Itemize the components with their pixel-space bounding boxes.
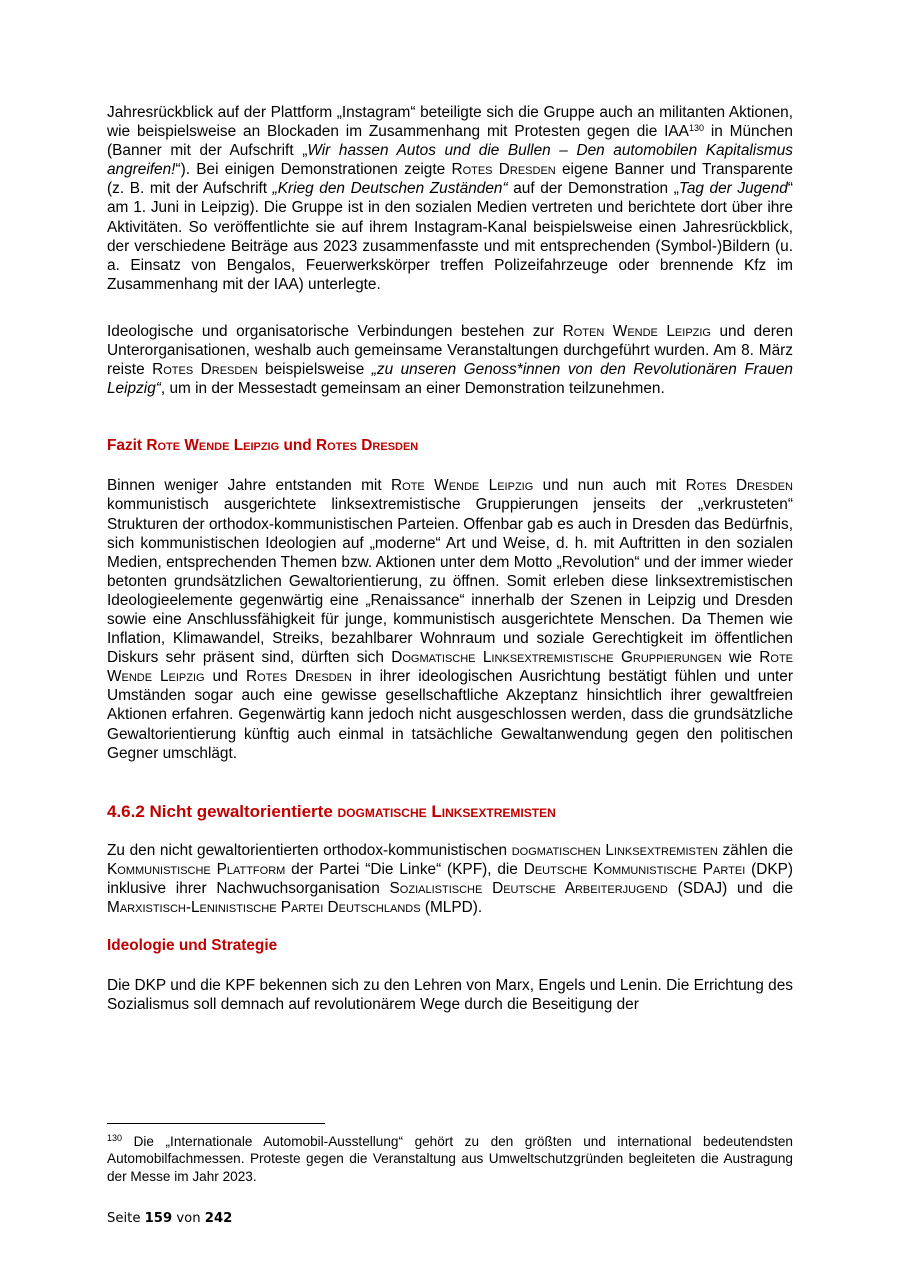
text: und	[279, 437, 316, 455]
text: kommunistisch ausgerichtete linksextremistische Gruppierungen jenseits der „verkrusteten“ Strukturen der orthodox-kommunistischen Parteien. Offenbar gab es auch in Dresden das Bedürfnis, sich kommunistischen Ideologien auf „moderne“ Art und Weise, d. h. mit Auftritten in den sozialen Medien, entsprechenden Themen bzw. Aktionen unter dem Motto „Revolution“ und der immer wieder betonten grundsätzlichen Gewaltorientierung, zu öffnen. Somit erleben diese linksextremistischen Ideologieelemente gegenwärtig eine „Renaissance“ innerhalb der Szenen in Leipzig und Dresden sowie eine Anschlussfähigkeit für junge, kommunistisch ausgerichtete Menschen. Da Themen wie Inflation, Klimawandel, Streiks, bezahlbarer Wohnraum und soziale Gerechtigkeit im öffentlichen Diskurs sehr präsent sind, dürften sich	[107, 496, 793, 667]
text: und	[204, 668, 246, 686]
total-pages: 242	[204, 1211, 233, 1226]
text: (SDAJ) und die	[667, 879, 794, 897]
text: beispielsweise	[257, 361, 372, 379]
text: “). Bei einigen Demonstrationen zeigte	[175, 161, 452, 179]
text: von	[172, 1211, 205, 1226]
org-name: Rotes Dresden	[315, 437, 419, 455]
org-name: Rotes Dresden	[152, 361, 258, 379]
paragraph-ideologie: Die DKP und die KPF bekennen sich zu den Lehren von Marx, Engels und Lenin. Die Errichtung des Sozialismus soll demnach auf revolutionärem Wege durch die Beseitigung der	[107, 977, 793, 1014]
org-name: Rote Wende Leipzig	[146, 437, 280, 455]
text: Fazit	[107, 437, 147, 455]
org-name: Rotes Dresden	[246, 668, 352, 686]
text: und nun auch mit	[533, 477, 686, 495]
current-page: 159	[144, 1211, 173, 1226]
event-name: Tag der Jugend	[678, 180, 788, 198]
paragraph-connections	[107, 322, 793, 398]
footnote-divider	[107, 1123, 325, 1124]
page-number	[107, 1211, 232, 1226]
text: Zu den nicht gewaltorientierten orthodox-kommunistischen	[107, 841, 512, 859]
org-name: Kommunistische Plattform	[107, 860, 286, 878]
page-body	[107, 103, 793, 1014]
section-heading-4-6-2	[107, 801, 793, 823]
paragraph-organisations	[107, 841, 793, 917]
paragraph-rotes-dresden-actions	[107, 103, 793, 294]
banner-quote: Wir hassen Autos und die Bullen – Den automobilen Kapitalismus angreifen!	[107, 142, 793, 179]
term: dogmatischen Linksextremisten	[511, 841, 718, 859]
text: (DKP) inklusive ihrer Nachwuchsorganisation	[107, 860, 793, 897]
org-name: Rote Wende Leipzig	[391, 477, 534, 495]
text: auf der Demonstration „	[507, 180, 679, 198]
term: Dogmatische Linksextremistische Gruppierungen	[391, 649, 722, 667]
org-name: Rotes Dresden	[451, 161, 556, 179]
text: und deren Unterorganisationen, weshalb auch gemeinsame Veranstaltungen durchgeführt wurden. Am 8. März reiste	[107, 322, 794, 379]
org-name: Rotes Dresden	[685, 477, 793, 495]
term: dogmatische Linksextremisten	[337, 801, 556, 821]
footnote	[107, 1133, 793, 1185]
text: Ideologische und organisatorische Verbindungen bestehen zur	[107, 322, 563, 340]
footnote-reference[interactable]: 130	[688, 123, 704, 134]
footnote-text: Die „Internationale Automobil-Ausstellung“ gehört zu den größten und international bedeutendsten Automobilfachmessen. Proteste gegen die Veranstaltung aus Umweltschutzgründen begleiteten die Austragung der Messe im Jahr 2023.	[107, 1134, 793, 1184]
footnote-number: 130	[107, 1133, 123, 1143]
text: (MLPD).	[420, 899, 483, 916]
text: der Partei “Die Linke“ (KPF), die	[285, 860, 524, 878]
paragraph-fazit	[107, 476, 793, 762]
text: in München (Banner mit der Aufschrift „	[107, 123, 793, 160]
text: “ am 1. Juni in Leipzig). Die Gruppe ist in den sozialen Medien vertreten und berichtete dort über ihre Aktivitäten. So veröffentlichte sie auf ihrem Instagram-Kanal beispielsweise einen Jahresrückblick, der verschiedene Beiträge aus 2023 zusammenfasste und mit entsprechenden (Symbol-)Bildern (u. a. Einsatz von Bengalos, Feuerwerkskörper treffen Polizeifahrzeuge oder brennende Kfz im Zusammenhang mit der IAA) unterlegte.	[107, 180, 793, 293]
text: eigene Banner und Transparente (z. B. mit der Aufschrift	[107, 161, 793, 198]
org-name: Sozialistische Deutsche Arbeiterjugend	[389, 879, 668, 897]
text: , um in der Messestadt gemeinsam an einer Demonstration teilzunehmen.	[160, 380, 665, 398]
banner-quote: „Krieg den Deutschen Zuständen“	[272, 180, 508, 198]
quote: „zu unseren Genoss*innen von den Revolutionären Frauen Leipzig“	[107, 361, 793, 398]
text: in ihrer ideologischen Ausrichtung bestätigt fühlen und unter Umständen sogar auch eine gewisse gesellschaftliche Akzeptanz hinsichtlich ihrer gewaltfreien Aktionen erfahren. Gegenwärtig kann jedoch nicht ausgeschlossen werden, dass die grundsätzliche Gewaltorientierung künftig auch einmal in tatsächliche Gewaltanwendung gegen den politischen Gegner umschlägt.	[107, 668, 793, 762]
heading-ideologie: Ideologie und Strategie	[107, 937, 278, 955]
text: 4.6.2 Nicht gewaltorientierte	[107, 801, 338, 821]
org-name: Deutsche Kommunistische Partei	[523, 860, 746, 878]
text: Jahresrückblick auf der Plattform „Instagram“ beteiligte sich die Gruppe auch an militanten Aktionen, wie beispielsweise an Blockaden im Zusammenhang mit Protesten gegen die IAA	[107, 104, 793, 141]
text: Binnen weniger Jahre entstanden mit	[107, 477, 392, 495]
text: zählen die	[717, 841, 793, 859]
org-name: Rote Wende Leipzig	[107, 649, 794, 686]
heading-fazit	[107, 436, 793, 456]
org-name: Marxistisch-Leninistische Partei Deutschlands	[107, 899, 421, 916]
text: Seite	[107, 1211, 145, 1226]
org-name: Roten Wende Leipzig	[562, 322, 711, 340]
text: wie	[721, 649, 760, 667]
